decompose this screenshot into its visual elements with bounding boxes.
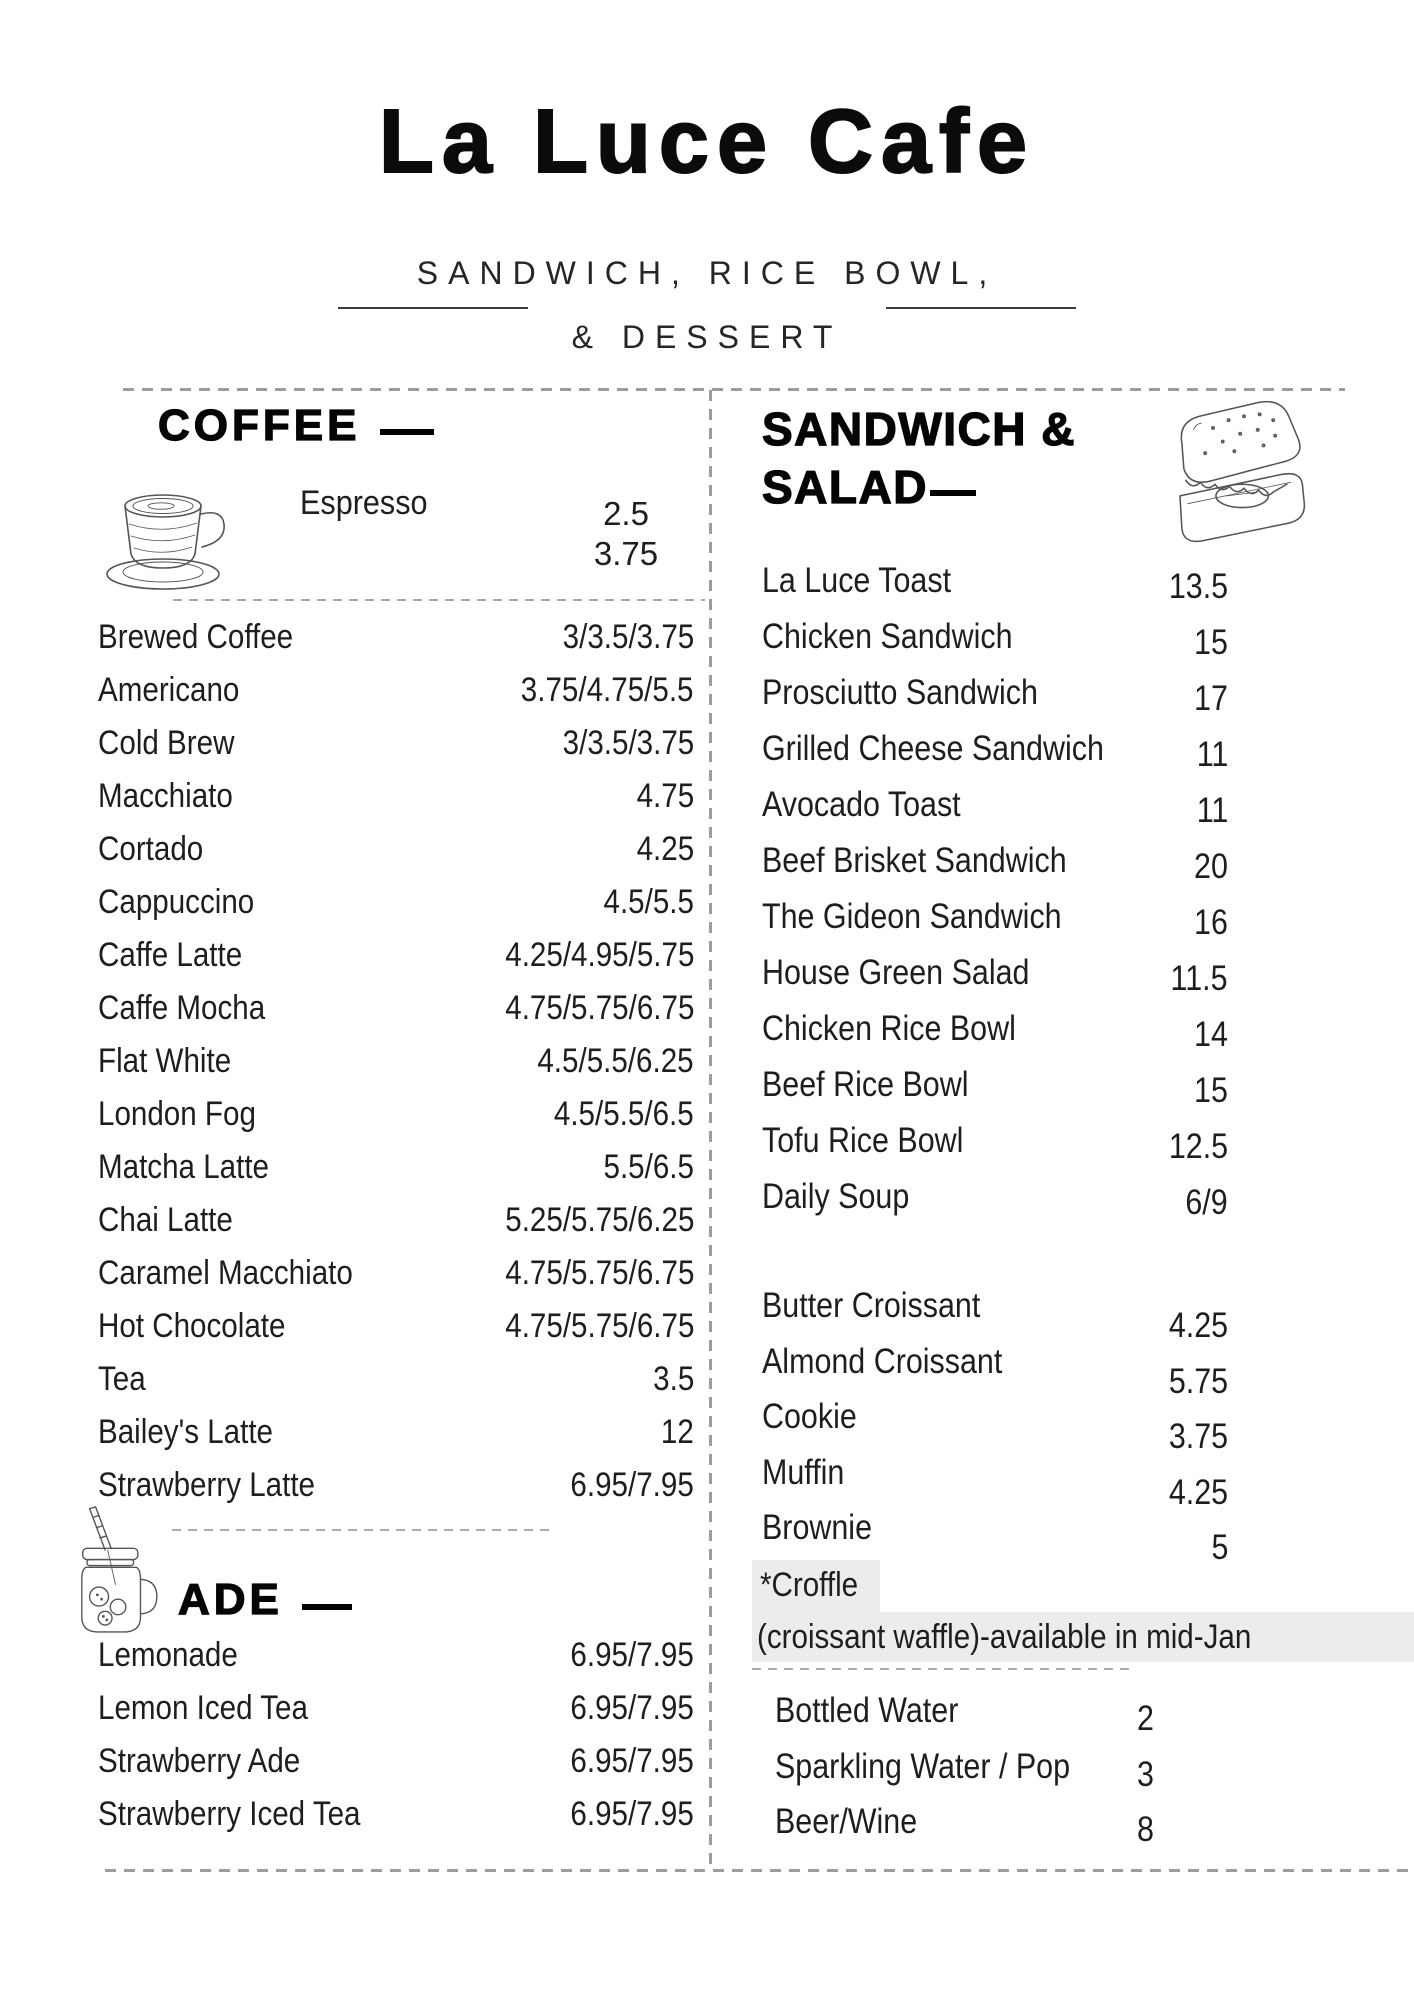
item-name: House Green Salad [762,953,1030,992]
menu-item-row [98,1096,694,1152]
item-price: 11 [1196,735,1228,774]
dashed-divider [752,1668,1130,1670]
item-price: 3 [1137,1754,1154,1794]
dashed-column-divider [709,390,712,1869]
menu-item-row [98,725,694,781]
menu-item-row [98,831,694,887]
item-name: Caramel Macchiato [98,1254,353,1292]
item-price: 3.75/4.75/5.5 [521,671,694,709]
item-price: 20 [1194,847,1228,886]
item-price: 2 [1137,1699,1154,1738]
item-name: Cookie [762,1397,857,1436]
item-price: 15 [1194,1071,1228,1110]
menu-item-row [762,786,1228,842]
menu-item-row [98,672,694,728]
menu-item-row [762,562,1228,618]
espresso-price-small: 2.5 [603,495,649,532]
item-name: Beef Brisket Sandwich [762,841,1067,880]
item-price: 4.75/5.75/6.75 [504,1254,694,1292]
menu-item-row [98,1149,694,1205]
mason-jar-icon [52,1500,172,1638]
coffee-section-heading: COFFEE [158,401,361,450]
menu-item-row [98,1202,694,1258]
menu-item-row [762,1398,1228,1454]
item-name: Cortado [98,830,204,868]
item-price: 11.5 [1170,959,1228,998]
item-name: Flat White [98,1042,232,1080]
menu-item-row [98,1308,694,1364]
item-price: 16 [1194,903,1228,942]
item-name: The Gideon Sandwich [762,897,1062,936]
menu-item-row [98,778,694,834]
item-price: 3/3.5/3.75 [562,724,694,762]
item-price: 4.5/5.5/6.25 [537,1042,694,1080]
item-name: Strawberry Ade [98,1742,301,1780]
croffle-note: (croissant waffle)-available in mid-Jan [757,1618,1252,1656]
item-name: Chicken Rice Bowl [762,1009,1016,1048]
sandwich-section-heading-line2: SALAD [762,461,928,513]
item-name: Strawberry Latte [98,1466,316,1504]
sandwich-section-heading-line1: SANDWICH & [762,403,1076,455]
menu-item-row [775,1803,1241,1859]
espresso-price-large: 3.75 [593,535,659,572]
item-price: 8 [1137,1810,1154,1849]
item-name: Almond Croissant [762,1341,1003,1381]
item-name: Muffin [762,1452,845,1492]
item-name: Chai Latte [98,1201,233,1239]
menu-item-row [762,1287,1228,1343]
item-price: 6.95/7.95 [570,1742,694,1780]
item-price: 4.25 [1168,1306,1228,1345]
menu-item-row [98,1796,694,1852]
item-price: 5.5/6.5 [603,1148,694,1186]
item-price: 4.75 [636,777,694,815]
item-name: London Fog [98,1095,256,1133]
item-name: Hot Chocolate [98,1307,286,1345]
item-name: Tofu Rice Bowl [762,1121,964,1160]
coffee-heading-dash [380,429,434,435]
menu-item-row [98,1467,694,1523]
item-price: 6.95/7.95 [570,1636,694,1674]
item-name: Brewed Coffee [98,618,294,656]
menu-item-row [762,1178,1228,1234]
item-name: Chicken Sandwich [762,617,1013,656]
coffee-cup-icon [95,462,235,594]
espresso-name: Espresso [300,484,428,522]
item-name: Prosciutto Sandwich [762,673,1038,712]
item-name: La Luce Toast [762,561,952,600]
ade-section-heading: ADE [178,1575,283,1624]
item-price: 4.5/5.5 [603,883,694,921]
item-price: 12.5 [1168,1127,1228,1166]
item-name: Bailey's Latte [98,1413,274,1451]
item-price: 6.95/7.95 [570,1466,694,1504]
item-price: 4.25/4.95/5.75 [504,936,694,974]
item-price: 5 [1211,1528,1228,1567]
menu-item-row [762,674,1228,730]
item-price: 6.95/7.95 [570,1689,694,1727]
menu-item-row [98,1637,694,1693]
menu-item-row [98,937,694,993]
item-name: Strawberry Iced Tea [98,1795,361,1833]
item-price: 3/3.5/3.75 [562,618,694,656]
croffle-name: *Croffle [760,1566,859,1604]
item-name: Butter Croissant [762,1286,981,1325]
menu-item-row [762,1509,1228,1565]
page-title: La Luce Cafe [378,92,1036,192]
item-price: 4.75/5.75/6.75 [504,989,694,1027]
menu-item-row [98,884,694,940]
menu-item-row [98,1743,694,1799]
item-name: Beef Rice Bowl [762,1065,969,1104]
subtitle-line-1: SANDWICH, RICE BOWL, [416,255,998,291]
item-price: 3.75 [1168,1417,1228,1456]
item-name: Brownie [762,1508,873,1547]
item-price: 4.25 [636,830,694,868]
item-price: 11 [1196,791,1228,830]
menu-item-row [775,1692,1241,1748]
item-price: 3.5 [652,1360,694,1398]
menu-item-row [762,1343,1228,1399]
menu-item-row [98,1043,694,1099]
menu-item-row [98,1414,694,1470]
item-name: Macchiato [98,777,233,815]
item-price: 4.25 [1168,1472,1228,1512]
menu-item-row [762,898,1228,954]
menu-item-row [762,842,1228,898]
sandwich-heading-dash [930,490,976,496]
dashed-border-bottom [105,1869,1408,1872]
item-name: Sparkling Water / Pop [775,1746,1071,1786]
item-price: 15 [1194,623,1228,662]
menu-item-row [762,730,1228,786]
item-name: Beer/Wine [775,1802,918,1841]
subtitle-right-rule [886,307,1076,309]
dashed-divider [173,599,705,601]
item-name: Bottled Water [775,1691,959,1730]
menu-item-row [762,1066,1228,1122]
menu-item-row [98,990,694,1046]
item-name: Tea [98,1360,146,1398]
item-name: Avocado Toast [762,785,961,824]
menu-item-row [98,1255,694,1311]
item-price: 4.75/5.75/6.75 [504,1307,694,1345]
item-price: 17 [1194,679,1228,718]
menu-item-row [762,954,1228,1010]
menu-item-row [762,618,1228,674]
sandwich-icon [1145,390,1315,562]
menu-item-row [98,619,694,675]
item-name: Grilled Cheese Sandwich [762,729,1104,768]
item-price: 12 [661,1413,694,1451]
item-price: 6/9 [1185,1183,1228,1222]
menu-item-row [762,1010,1228,1066]
ade-heading-dash [302,1604,352,1610]
item-name: Caffe Mocha [98,989,266,1027]
item-name: Americano [98,671,240,709]
item-name: Cappuccino [98,883,255,921]
item-name: Matcha Latte [98,1148,270,1186]
menu-item-row [762,1454,1228,1510]
menu-item-row [775,1748,1241,1804]
menu-item-row [762,1122,1228,1178]
item-name: Lemon Iced Tea [98,1689,308,1727]
item-price: 13.5 [1168,567,1228,606]
subtitle-left-rule [338,307,528,309]
item-price: 6.95/7.95 [570,1795,694,1833]
item-name: Daily Soup [762,1177,910,1216]
item-name: Caffe Latte [98,936,243,974]
menu-item-row [98,1690,694,1746]
subtitle-line-2: & DESSERT [571,319,843,355]
item-name: Cold Brew [98,724,235,762]
menu-item-row [98,1361,694,1417]
item-price: 4.5/5.5/6.5 [554,1095,694,1133]
item-price: 5.75 [1168,1361,1228,1401]
item-name: Lemonade [98,1636,238,1674]
dashed-divider [172,1529,549,1531]
item-price: 14 [1194,1015,1228,1054]
item-price: 5.25/5.75/6.25 [504,1201,694,1239]
